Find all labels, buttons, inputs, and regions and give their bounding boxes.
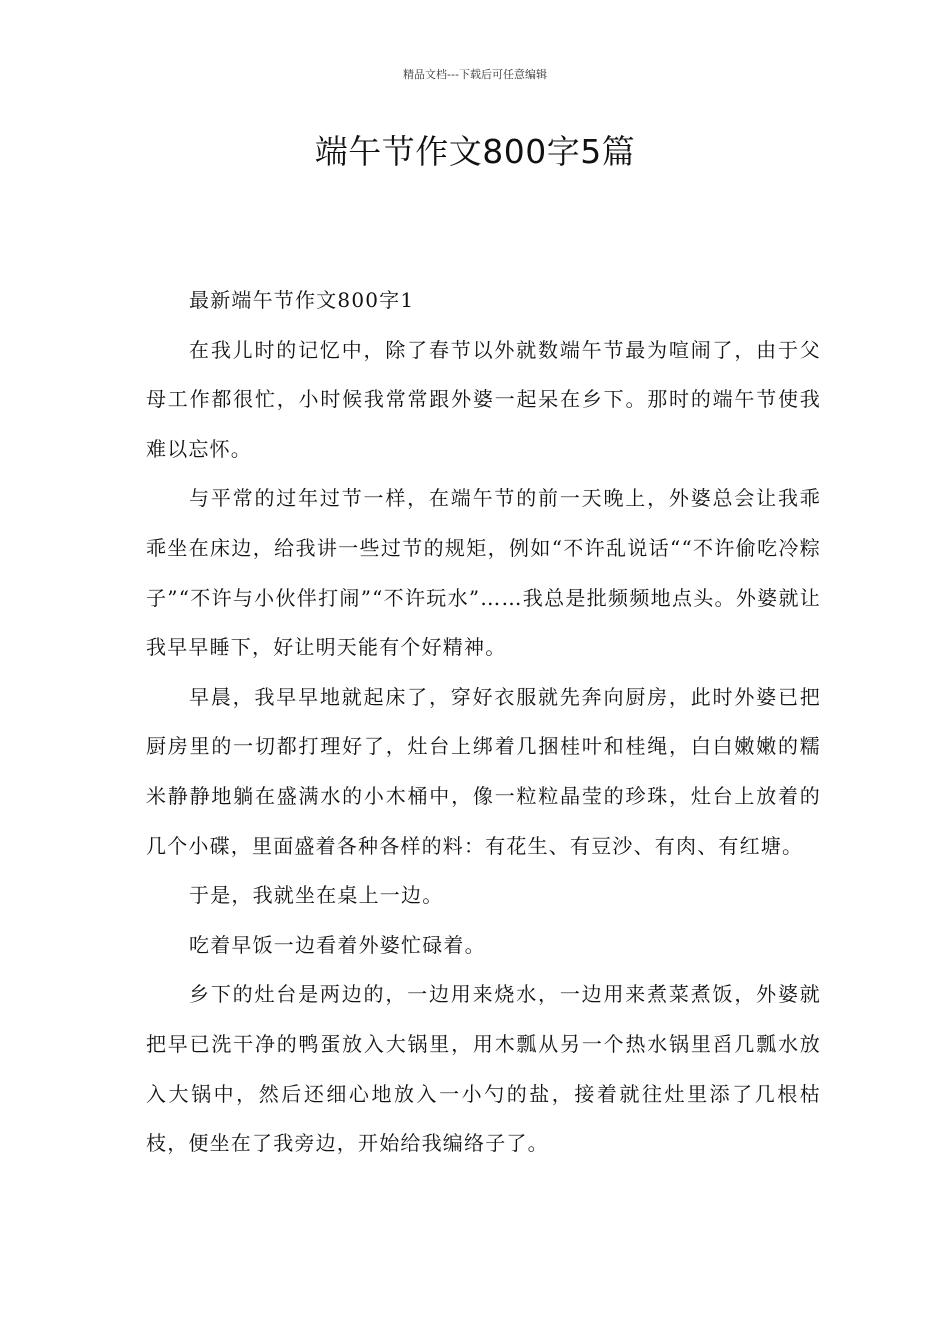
document-title: 端午节作文800字5篇 — [314, 132, 636, 171]
paragraph: 早晨，我早早地就起床了，穿好衣服就先奔向厨房，此时外婆已把厨房里的一切都打理好了，灶台上绑着几捆桂叶和桂绳，白白嫩嫩的糯米静静地躺在盛满水的小木桶中，像一粒粒晶莹的珍珠，灶台上放着的几个小碟，里面盛着各种各样的料：有花生、有豆沙、有肉、有红塘。 — [146, 684, 821, 858]
paragraph: 与平常的过年过节一样，在端午节的前一天晚上，外婆总会让我乖乖坐在床边，给我讲一些过节的规矩，例如“不许乱说话““不许偷吃冷粽子”“不许与小伙伴打闹”“不许玩水”……我总是批频频地点头。外婆就让我早早睡下，好让明天能有个好精神。 — [146, 486, 821, 660]
section-heading: 最新端午节作文800字1 — [189, 288, 415, 312]
header-note: 精品文档---下载后可任意编辑 — [403, 68, 547, 81]
paragraph: 乡下的灶台是两边的，一边用来烧水，一边用来煮菜煮饭，外婆就把早已洗干净的鸭蛋放入大锅里，用木瓢从另一个热水锅里舀几瓢水放入大锅中，然后还细心地放入一小勺的盐，接着就往灶里添了几根枯枝，便坐在了我旁边，开始给我编络子了。 — [146, 982, 821, 1156]
paragraph: 于是，我就坐在桌上一边。 — [189, 883, 444, 908]
paragraph: 在我儿时的记忆中，除了春节以外就数端午节最为喧闹了，由于父母工作都很忙，小时候我常常跟外婆一起呆在乡下。那时的端午节使我难以忘怀。 — [146, 337, 821, 461]
paragraph: 吃着早饭一边看着外婆忙碌着。 — [189, 932, 486, 957]
document-body — [146, 276, 821, 1169]
